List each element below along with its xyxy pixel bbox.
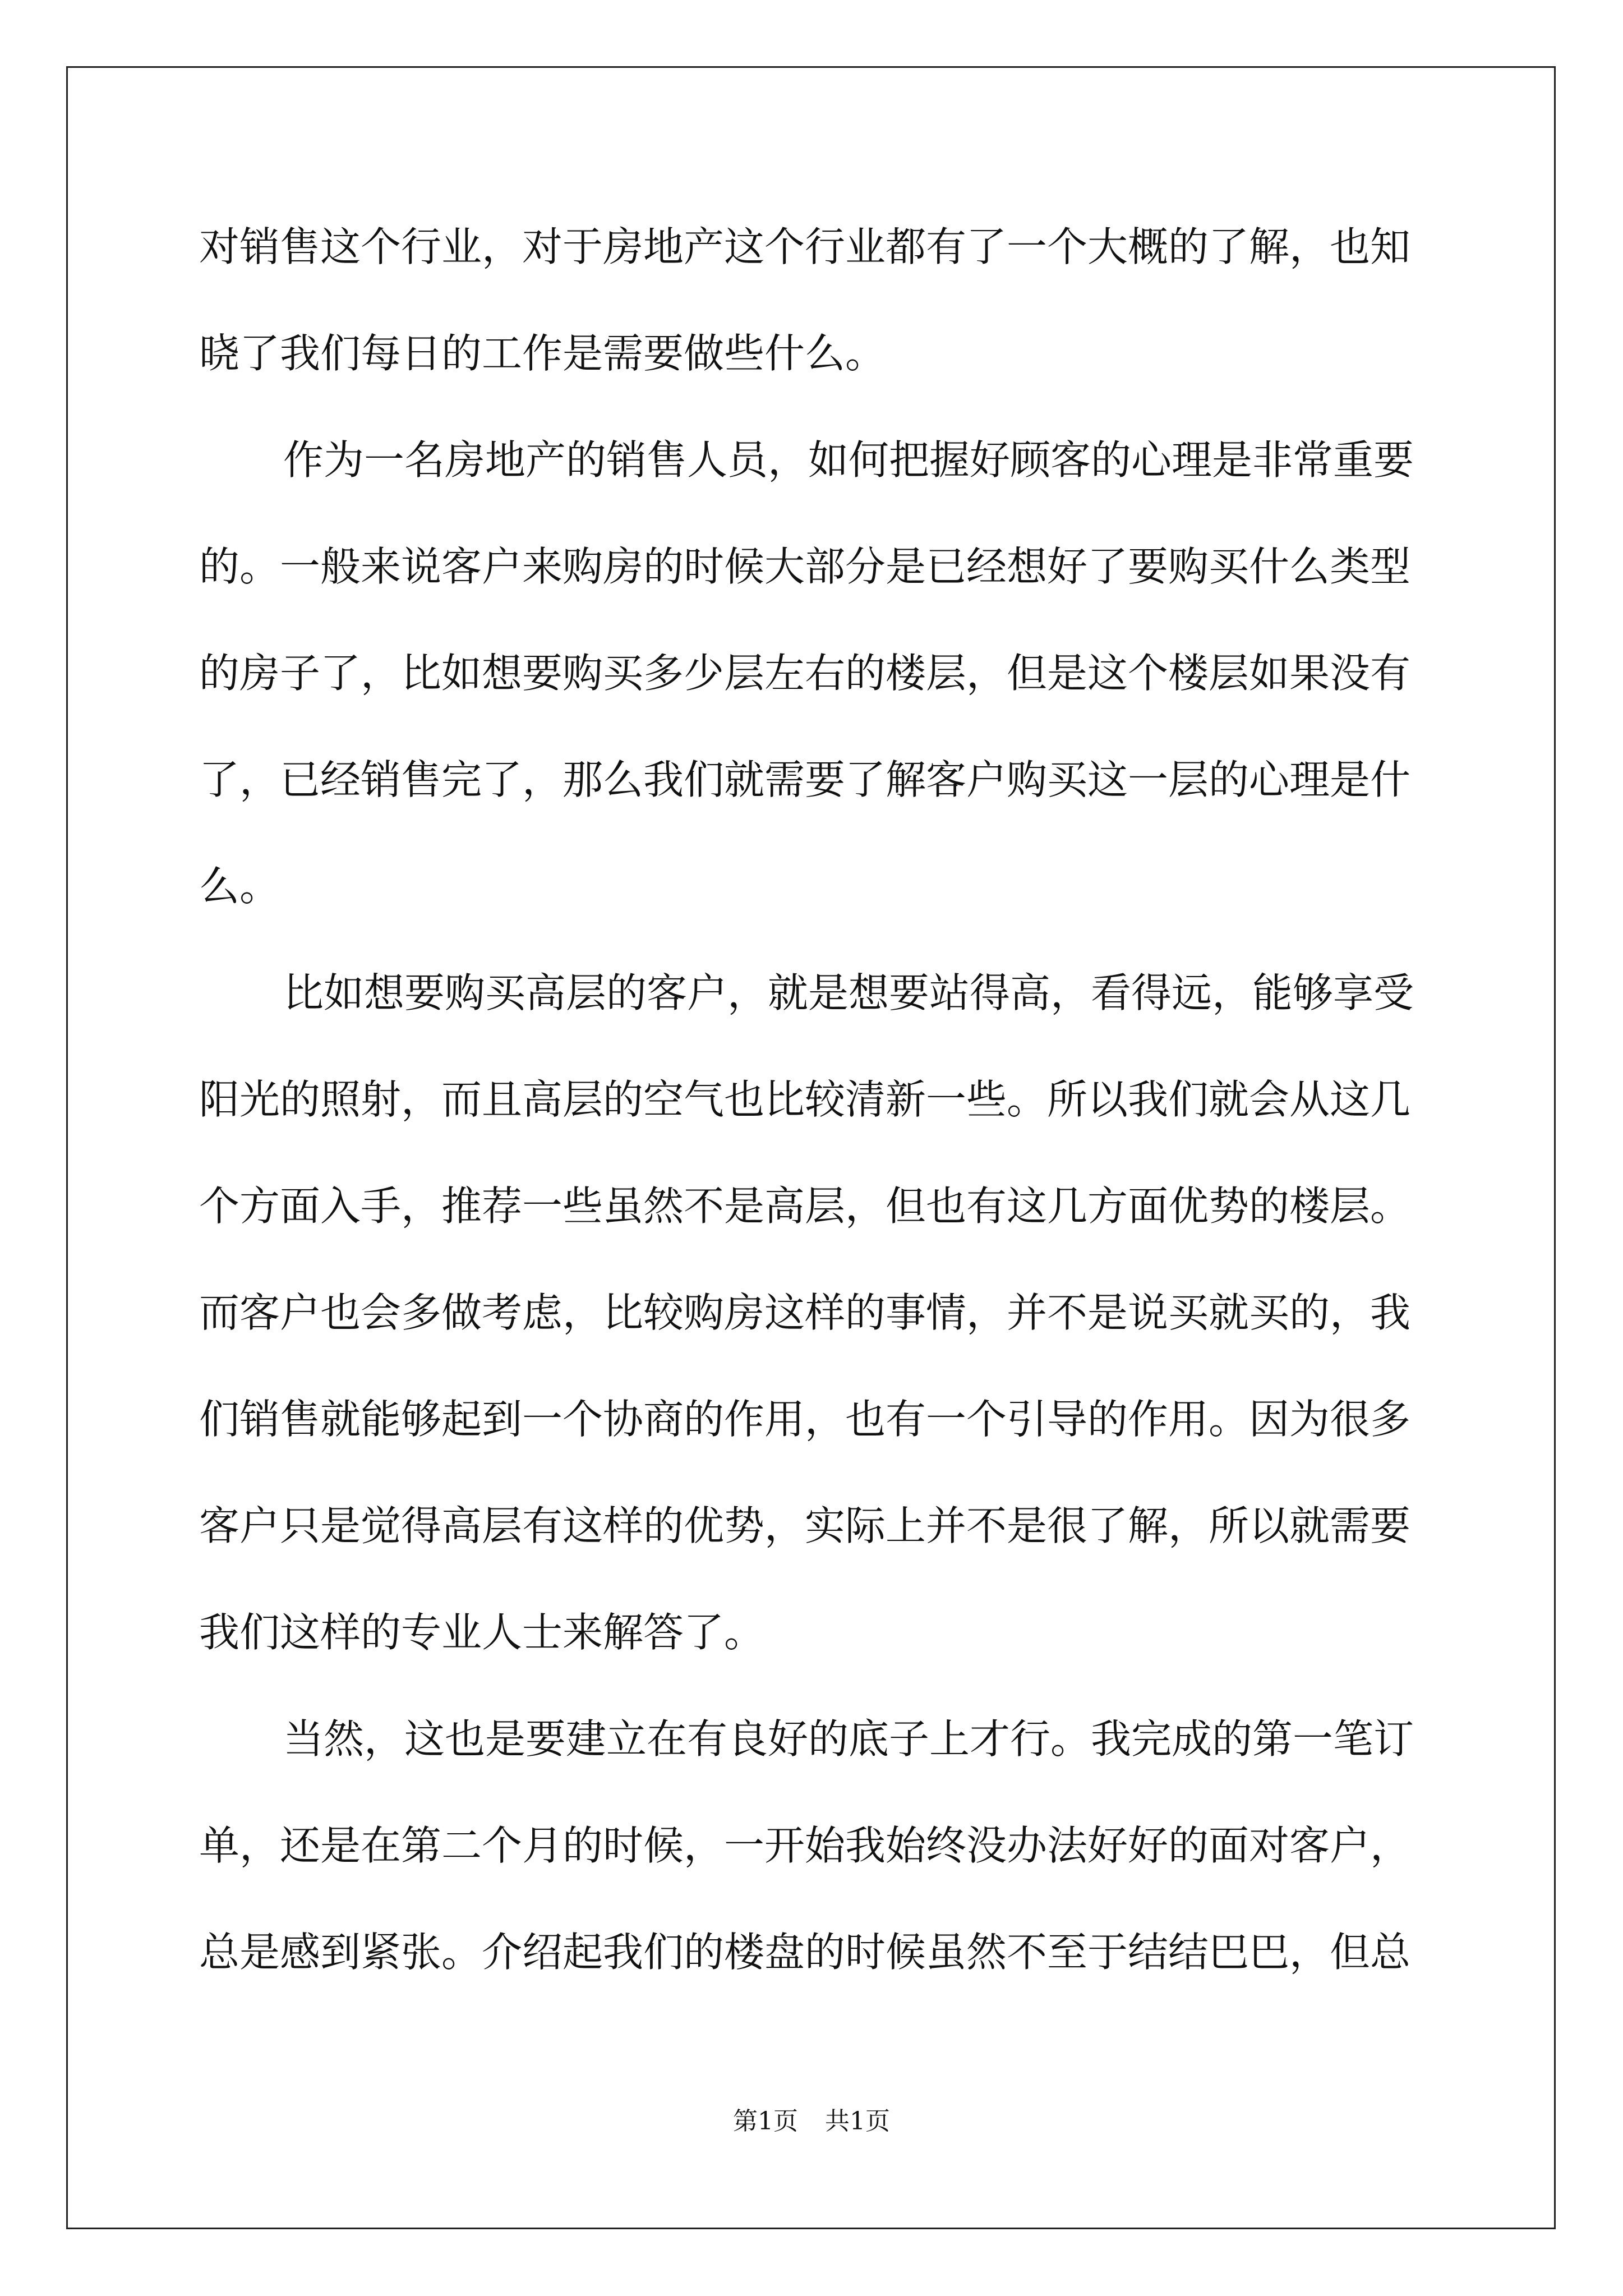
text-line: 的房子了，比如想要购买多少层左右的楼层，但是这个楼层如果没有 <box>199 650 1411 697</box>
text-line: 当然，这也是要建立在有良好的底子上才行。我完成的第一笔订 <box>283 1715 1414 1763</box>
text-line: 我们这样的专业人士来解答了。 <box>199 1609 765 1656</box>
text-line: 晓了我们每日的工作是需要做些什么。 <box>199 330 886 377</box>
text-line: 比如想要购买高层的客户，就是想要站得高，看得远，能够享受 <box>283 969 1414 1016</box>
text-line: 作为一名房地产的销售人员，如何把握好顾客的心理是非常重要 <box>283 436 1414 484</box>
text-line: 阳光的照射，而且高层的空气也比较清新一些。所以我们就会从这几 <box>199 1076 1411 1123</box>
text-line: 总是感到紧张。介绍起我们的楼盘的时候虽然不至于结结巴巴，但总 <box>199 1929 1411 1976</box>
page-total: 共1页 <box>825 2107 890 2136</box>
text-line: 了，已经销售完了，那么我们就需要了解客户购买这一层的心理是什 <box>199 756 1411 803</box>
text-line: 对销售这个行业，对于房地产这个行业都有了一个大概的了解，也知 <box>199 223 1411 270</box>
page-number: 第1页 <box>733 2107 798 2136</box>
text-line: 单，还是在第二个月的时候，一开始我始终没办法好好的面对客户， <box>199 1822 1411 1869</box>
text-line: 么。 <box>199 863 280 910</box>
text-line: 的。一般来说客户来购房的时候大部分是已经想好了要购买什么类型 <box>199 543 1411 590</box>
page-border <box>66 66 1556 2229</box>
text-line: 客户只是觉得高层有这样的优势，实际上并不是很了解，所以就需要 <box>199 1502 1411 1549</box>
page-footer <box>0 2101 1623 2137</box>
text-line: 们销售就能够起到一个协商的作用，也有一个引导的作用。因为很多 <box>199 1396 1411 1443</box>
text-line: 个方面入手，推荐一些虽然不是高层，但也有这几方面优势的楼层。 <box>199 1182 1411 1230</box>
text-line: 而客户也会多做考虑，比较购房这样的事情，并不是说买就买的，我 <box>199 1289 1411 1336</box>
